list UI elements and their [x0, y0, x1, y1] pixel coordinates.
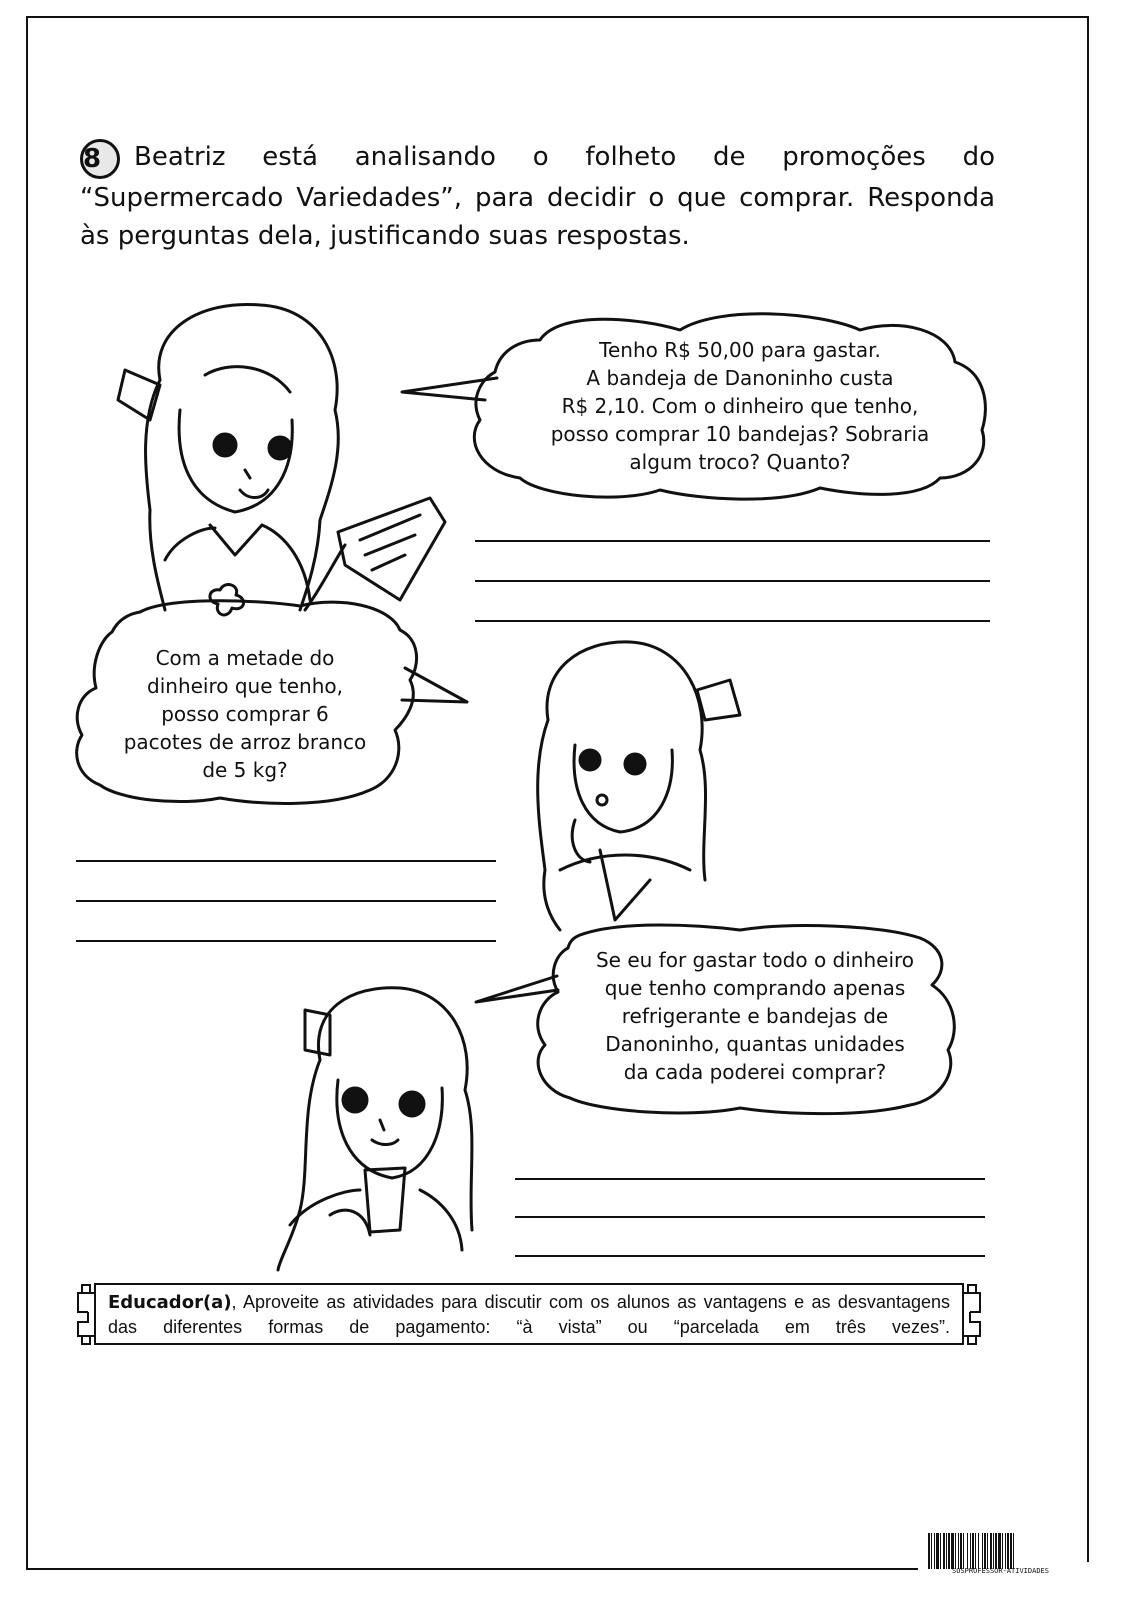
answer-line-q2-2[interactable] — [76, 900, 496, 902]
answer-line-q2-1[interactable] — [76, 860, 496, 862]
barcode-bar — [1010, 1533, 1012, 1569]
barcode-bar — [975, 1533, 976, 1569]
barcode-bar — [993, 1533, 994, 1569]
barcode-bar — [958, 1533, 959, 1569]
bubble-1-line: algum troco? Quanto? — [629, 450, 851, 474]
girl-with-money-illustration — [278, 988, 472, 1270]
barcode-bar — [970, 1533, 971, 1569]
educator-note — [94, 1283, 964, 1345]
barcode-bar — [982, 1533, 983, 1569]
barcode-text: SOSPROFESSOR-ATIVIDADES — [952, 1567, 1049, 1575]
speech-bubble-1-text — [530, 336, 950, 476]
bubble-1-line: A bandeja de Danoninho custa — [586, 366, 894, 390]
barcode-bar — [943, 1533, 945, 1569]
bubble-2-line: Com a metade do — [155, 646, 335, 670]
answer-line-q3-2[interactable] — [515, 1216, 985, 1218]
educator-note-label: Educador(a) — [108, 1292, 232, 1313]
speech-bubble-1-tail — [402, 378, 497, 400]
barcode-bar — [984, 1533, 986, 1569]
barcode-bar — [951, 1533, 954, 1569]
barcode-bar — [1013, 1533, 1014, 1569]
barcode-bar — [934, 1533, 935, 1569]
bubble-1-line: posso comprar 10 bandejas? Sobraria — [550, 422, 930, 446]
barcode-bar — [972, 1533, 974, 1569]
barcode-bar — [963, 1533, 964, 1569]
answer-line-q3-3[interactable] — [515, 1255, 985, 1257]
girl-with-flyer-illustration — [118, 304, 445, 614]
barcode-bar — [995, 1533, 997, 1569]
bubble-3-line: que tenho comprando apenas — [604, 976, 906, 1000]
answer-line-q2-3[interactable] — [76, 940, 496, 942]
speech-bubble-3-tail — [476, 976, 558, 1002]
answer-line-q1-2[interactable] — [475, 580, 990, 582]
speech-bubble-2-text — [100, 644, 390, 784]
girl-thinking-illustration — [538, 642, 740, 930]
barcode-bar — [928, 1533, 930, 1569]
barcode-icon — [928, 1533, 1073, 1569]
question-number-badge: 8 — [80, 139, 120, 179]
bubble-3-line: da cada poderei comprar? — [623, 1060, 887, 1084]
bubble-2-line: dinheiro que tenho, — [147, 674, 343, 698]
barcode-bar — [1002, 1533, 1003, 1569]
barcode-bar — [936, 1533, 939, 1569]
educator-note-text: , Aproveite as atividades para discutir com os alunos as vantagens e as desvantagens das diferentes formas de pagamento: “à vista” ou “parcelada em três vezes”. — [108, 1292, 950, 1337]
barcode-bar — [967, 1533, 968, 1569]
bubble-3-line: Danoninho, quantas unidades — [605, 1032, 905, 1056]
answer-line-q3-1[interactable] — [515, 1178, 985, 1180]
barcode-bar — [1005, 1533, 1006, 1569]
bubble-1-line: R$ 2,10. Com o dinheiro que tenho, — [561, 394, 919, 418]
question-text: Beatriz está analisando o folheto de promoções do “Supermercado Variedades”, para decidir o que comprar. Responda às perguntas dela, justificando suas respostas. — [80, 142, 995, 251]
answer-line-q1-3[interactable] — [475, 620, 990, 622]
barcode-bar — [960, 1533, 962, 1569]
bubble-3-line: Se eu for gastar todo o dinheiro — [595, 948, 915, 972]
barcode-bar — [955, 1533, 956, 1569]
barcode-bar — [990, 1533, 992, 1569]
barcode-bar — [931, 1533, 932, 1569]
barcode-bar — [1007, 1533, 1009, 1569]
bubble-2-line: de 5 kg? — [202, 758, 288, 782]
barcode-bar — [987, 1533, 988, 1569]
barcode-bar — [998, 1533, 1001, 1569]
barcode-bar — [948, 1533, 950, 1569]
bubble-3-line: refrigerante e bandejas de — [621, 1004, 889, 1028]
speech-bubble-3-text — [570, 946, 940, 1086]
answer-line-q1-1[interactable] — [475, 540, 990, 542]
bubble-1-line: Tenho R$ 50,00 para gastar. — [599, 338, 881, 362]
bubble-2-line: pacotes de arroz branco — [123, 730, 367, 754]
barcode-bar — [978, 1533, 979, 1569]
barcode-bar — [940, 1533, 941, 1569]
barcode-bar — [946, 1533, 947, 1569]
bubble-2-line: posso comprar 6 — [161, 702, 329, 726]
